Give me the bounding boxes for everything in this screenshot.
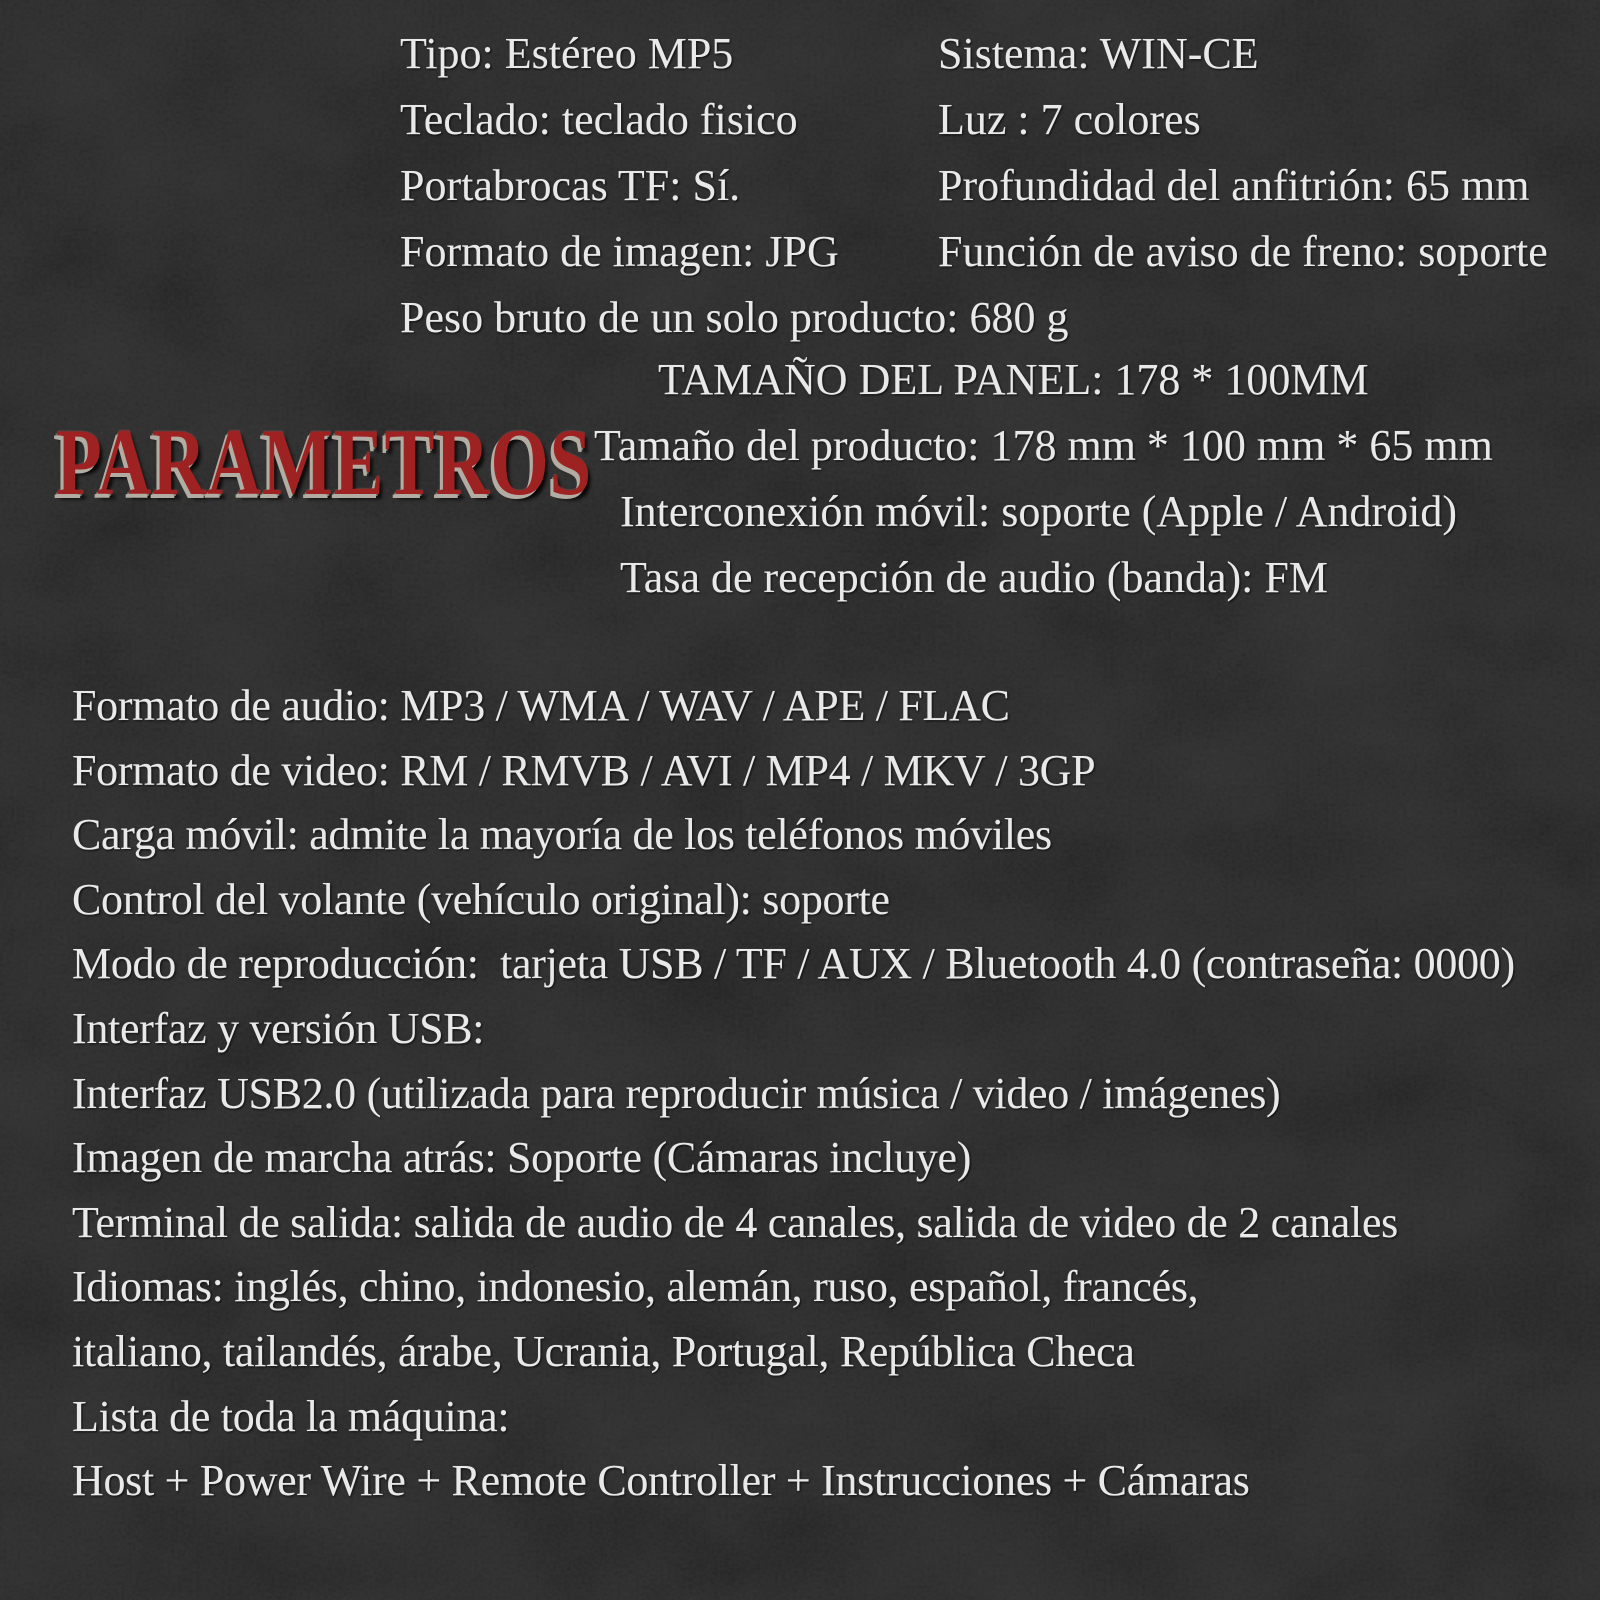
spec-line: Tasa de recepción de audio (banda): FM [620,553,1328,602]
spec-line: Profundidad del anfitrión: 65 mm [938,161,1530,210]
spec-line: Función de aviso de freno: soporte [938,227,1548,276]
parametros-title-block [56,402,735,522]
spec-line: Lista de toda la máquina: [72,1391,510,1441]
spec-line: italiano, tailandés, árabe, Ucrania, Portugal, República Checa [72,1326,1135,1376]
spec-line: Peso bruto de un solo producto: 680 g [400,293,1069,342]
spec-line: Terminal de salida: salida de audio de 4 canales, salida de video de 2 canales [72,1197,1398,1247]
spec-line: Portabrocas TF: Sí. [400,161,741,210]
spec-line: Tamaño del producto: 178 mm * 100 mm * 65 mm [594,421,1493,470]
spec-line: Formato de audio: MP3 / WMA / WAV / APE / FLAC [72,681,1010,730]
details-spec-list [72,674,1515,1514]
top-right-spec-column [938,21,1548,285]
spec-line: Luz : 7 colores [938,95,1201,144]
spec-line: Modo de reproducción: tarjeta USB / TF / AUX / Bluetooth 4.0 (contraseña: 0000) [72,939,1515,989]
spec-line: Teclado: teclado fisico [400,95,798,144]
spec-line: Interfaz y versión USB: [72,1003,485,1053]
spec-line: Host + Power Wire + Remote Controller + Instrucciones + Cámaras [72,1456,1250,1506]
parametros-title: PARAMETROS [56,409,593,515]
spec-line: Interfaz USB2.0 (utilizada para reproducir música / video / imágenes) [72,1068,1281,1118]
spec-line: Imagen de marcha atrás: Soporte (Cámaras incluye) [72,1133,972,1183]
spec-line: Tipo: Estéreo MP5 [400,29,734,78]
spec-line: Formato de imagen: JPG [400,227,839,276]
spec-line: TAMAÑO DEL PANEL: 178 * 100MM [658,355,1369,404]
spec-line: Carga móvil: admite la mayoría de los teléfonos móviles [72,810,1052,860]
spec-line: Formato de video: RM / RMVB / AVI / MP4 / MKV / 3GP [72,745,1096,795]
spec-line: Control del volante (vehículo original): soporte [72,874,890,924]
spec-line: Idiomas: inglés, chino, indonesio, alemán, ruso, español, francés, [72,1262,1199,1312]
spec-line: Interconexión móvil: soporte (Apple / Android) [620,487,1458,536]
spec-line: Sistema: WIN-CE [938,29,1259,78]
